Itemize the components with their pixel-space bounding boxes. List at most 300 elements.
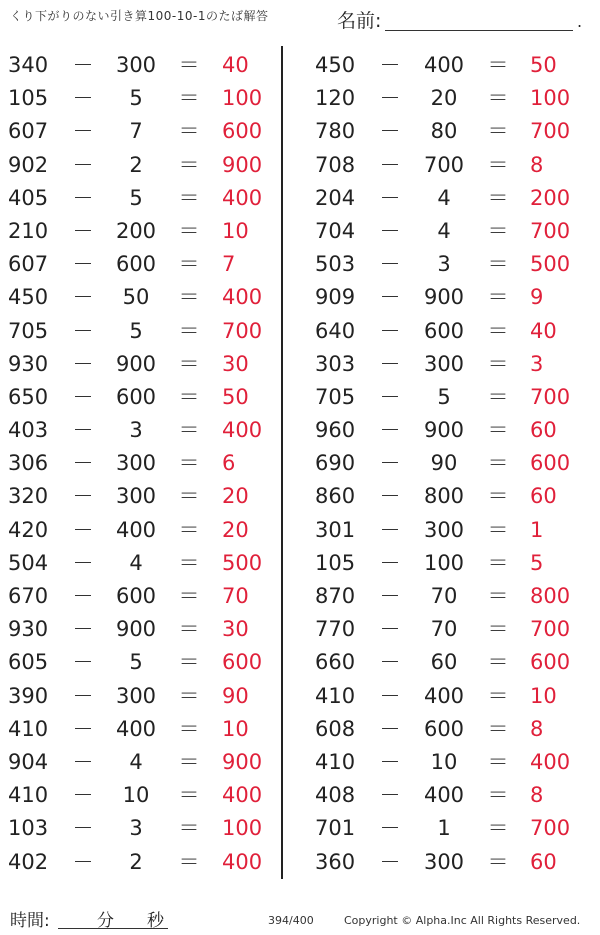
minus-sign: － [379,517,401,542]
minuend: 640 [315,318,356,343]
minuend: 704 [315,218,356,243]
minus-sign: － [379,550,401,575]
subtrahend: 3 [129,418,143,443]
subtrahend: 70 [430,617,458,642]
equals-sign: ＝ [487,749,509,774]
minus-sign: － [72,584,94,608]
problem-row [305,248,595,281]
minuend: 504 [8,550,49,575]
minuend: 410 [8,716,49,741]
minus-sign: － [72,816,94,841]
left-problem-column [0,49,281,879]
subtrahend: 1 [437,816,451,841]
subtrahend: 200 [115,218,157,243]
problem-row [305,115,595,148]
equals-sign: ＝ [178,318,200,343]
answer: 40 [222,53,249,77]
minuend: 902 [8,152,49,177]
minus-sign: － [72,185,94,210]
answer: 20 [222,517,249,542]
answer: 700 [530,384,571,409]
page-number: 394/400 [268,914,314,927]
problem-row [305,348,595,381]
problem-row [305,746,595,779]
minus-sign: － [379,749,401,774]
seconds-label: 秒 [147,911,164,931]
minuend: 204 [315,185,356,210]
problem-row [0,82,281,115]
subtrahend: 5 [129,185,143,210]
minus-sign: － [72,517,94,542]
answer: 10 [222,218,249,243]
equals-sign: ＝ [487,318,509,343]
minuend: 103 [8,816,49,841]
subtrahend: 5 [129,650,143,675]
minuend: 608 [315,716,356,741]
minuend: 390 [8,683,49,708]
equals-sign: ＝ [487,683,509,708]
answer: 100 [222,816,263,841]
subtrahend: 4 [437,218,451,243]
answer: 700 [530,218,571,243]
equals-sign: ＝ [487,584,509,608]
minus-sign: － [379,650,401,675]
minus-sign: － [72,749,94,774]
minuend: 705 [8,318,49,343]
answer: 400 [222,285,263,310]
minuend: 770 [315,617,356,642]
equals-sign: ＝ [487,783,509,808]
minuend: 660 [315,650,356,675]
minuend: 340 [8,53,49,77]
subtrahend: 3 [129,816,143,841]
equals-sign: ＝ [178,716,200,741]
minus-sign: － [379,285,401,310]
minus-sign: － [379,318,401,343]
minuend: 450 [315,53,356,77]
minus-sign: － [72,418,94,443]
answer: 10 [530,683,557,708]
equals-sign: ＝ [487,285,509,310]
answer: 60 [530,484,557,509]
minuend: 860 [315,484,356,509]
answer: 100 [530,86,571,111]
problem-row [0,49,281,82]
subtrahend: 5 [129,318,143,343]
answer: 40 [530,318,557,343]
answer: 700 [530,119,571,144]
equals-sign: ＝ [487,152,509,177]
answer: 50 [530,53,557,77]
minuend: 410 [315,749,356,774]
minus-sign: － [379,716,401,741]
minuend: 605 [8,650,49,675]
problem-row [305,613,595,646]
minus-sign: － [72,484,94,509]
equals-sign: ＝ [487,86,509,111]
equals-sign: ＝ [487,451,509,476]
minuend: 780 [315,119,356,144]
minuend: 607 [8,252,49,277]
problem-row [305,82,595,115]
answer: 700 [530,816,571,841]
subtrahend: 400 [423,683,465,708]
minuend: 402 [8,849,49,874]
equals-sign: ＝ [178,683,200,708]
problem-row [305,381,595,414]
subtrahend: 300 [423,849,465,874]
answer: 100 [222,86,263,111]
problem-row [0,547,281,580]
answer: 10 [222,716,249,741]
answer: 5 [530,550,544,575]
minuend: 410 [315,683,356,708]
problem-row [0,182,281,215]
subtrahend: 10 [122,783,150,808]
problem-row [0,414,281,447]
equals-sign: ＝ [178,617,200,642]
equals-sign: ＝ [487,384,509,409]
minus-sign: － [72,285,94,310]
minuend: 650 [8,384,49,409]
minus-sign: － [72,252,94,277]
minus-sign: － [72,119,94,144]
minus-sign: － [379,683,401,708]
equals-sign: ＝ [178,517,200,542]
answer: 900 [222,749,263,774]
answer: 70 [222,584,249,608]
answer: 200 [530,185,571,210]
equals-sign: ＝ [178,152,200,177]
problem-row [305,812,595,845]
minuend: 503 [315,252,356,277]
name-end-dot: . [577,12,583,31]
minus-sign: － [379,849,401,874]
problem-row [0,480,281,513]
answer: 9 [530,285,544,310]
minuend: 408 [315,783,356,808]
equals-sign: ＝ [487,550,509,575]
answer: 500 [530,252,571,277]
equals-sign: ＝ [487,418,509,443]
name-field [337,6,582,32]
minus-sign: － [379,218,401,243]
minus-sign: － [72,650,94,675]
minus-sign: － [72,152,94,177]
subtrahend: 300 [115,53,157,77]
minuend: 690 [315,451,356,476]
answer: 50 [222,384,249,409]
problem-row [305,713,595,746]
minuend: 930 [8,351,49,376]
problem-row [305,414,595,447]
equals-sign: ＝ [178,783,200,808]
subtrahend: 70 [430,584,458,608]
minus-sign: － [72,716,94,741]
equals-sign: ＝ [487,351,509,376]
answer: 800 [530,584,571,608]
answer: 900 [222,152,263,177]
subtrahend: 900 [115,351,157,376]
subtrahend: 5 [437,384,451,409]
problem-row [0,713,281,746]
subtrahend: 4 [129,749,143,774]
answer: 6 [222,451,236,476]
subtrahend: 80 [430,119,458,144]
equals-sign: ＝ [178,451,200,476]
copyright-notice: Copyright © Alpha.Inc All Rights Reserved. [344,914,581,927]
minus-sign: － [379,451,401,476]
problem-row [0,646,281,679]
minus-sign: － [72,617,94,642]
answer: 600 [530,451,571,476]
problem-row [305,315,595,348]
subtrahend: 600 [423,716,465,741]
problem-row [305,680,595,713]
subtrahend: 900 [423,418,465,443]
problem-row [0,447,281,480]
subtrahend: 900 [423,285,465,310]
minuend: 405 [8,185,49,210]
problem-row [0,115,281,148]
equals-sign: ＝ [178,252,200,277]
problem-row [0,149,281,182]
answer: 600 [222,650,263,675]
minuend: 403 [8,418,49,443]
equals-sign: ＝ [178,86,200,111]
subtrahend: 300 [423,351,465,376]
subtrahend: 50 [122,285,150,310]
minuend: 306 [8,451,49,476]
minus-sign: － [379,783,401,808]
subtrahend: 300 [115,484,157,509]
equals-sign: ＝ [487,185,509,210]
equals-sign: ＝ [178,816,200,841]
minus-sign: － [379,252,401,277]
subtrahend: 600 [423,318,465,343]
problem-row [305,49,595,82]
time-label: 時間: [10,911,50,931]
right-problem-column [305,49,595,879]
minus-sign: － [379,584,401,608]
minutes-label: 分 [97,911,114,931]
minus-sign: － [72,384,94,409]
answer: 700 [530,617,571,642]
subtrahend: 2 [129,849,143,874]
problem-row [0,779,281,812]
equals-sign: ＝ [487,517,509,542]
minus-sign: － [72,849,94,874]
equals-sign: ＝ [178,185,200,210]
subtrahend: 90 [430,451,458,476]
minuend: 105 [315,550,356,575]
subtrahend: 400 [115,716,157,741]
problem-row [0,514,281,547]
subtrahend: 300 [115,451,157,476]
minuend: 450 [8,285,49,310]
equals-sign: ＝ [178,285,200,310]
minus-sign: － [379,418,401,443]
equals-sign: ＝ [178,351,200,376]
name-label: 名前: [337,10,382,32]
minuend: 360 [315,849,356,874]
equals-sign: ＝ [178,384,200,409]
minus-sign: － [379,152,401,177]
equals-sign: ＝ [178,418,200,443]
minuend: 420 [8,517,49,542]
subtrahend: 4 [437,185,451,210]
equals-sign: ＝ [487,119,509,144]
minuend: 701 [315,816,356,841]
equals-sign: ＝ [178,53,200,77]
subtrahend: 2 [129,152,143,177]
answer: 400 [222,185,263,210]
subtrahend: 20 [430,86,458,111]
minus-sign: － [379,384,401,409]
minuend: 120 [315,86,356,111]
answer: 3 [530,351,544,376]
answer: 20 [222,484,249,509]
minus-sign: － [72,783,94,808]
minus-sign: － [72,451,94,476]
problem-row [305,646,595,679]
minus-sign: － [72,550,94,575]
answer: 400 [222,783,263,808]
equals-sign: ＝ [487,816,509,841]
problem-row [305,447,595,480]
answer: 600 [222,119,263,144]
answer: 1 [530,517,544,542]
problem-row [305,547,595,580]
equals-sign: ＝ [487,252,509,277]
equals-sign: ＝ [487,53,509,77]
minus-sign: － [379,53,401,77]
answer: 400 [530,749,571,774]
subtrahend: 900 [115,617,157,642]
subtrahend: 10 [430,749,458,774]
subtrahend: 4 [129,550,143,575]
minuend: 870 [315,584,356,608]
minuend: 303 [315,351,356,376]
subtrahend: 5 [129,86,143,111]
subtrahend: 400 [115,517,157,542]
minuend: 210 [8,218,49,243]
subtrahend: 60 [430,650,458,675]
equals-sign: ＝ [487,484,509,509]
subtrahend: 600 [115,384,157,409]
minus-sign: － [379,185,401,210]
problem-row [305,215,595,248]
minus-sign: － [379,484,401,509]
minuend: 410 [8,783,49,808]
answer: 400 [222,849,263,874]
problem-row [0,580,281,613]
minuend: 708 [315,152,356,177]
answer: 8 [530,152,544,177]
answer: 60 [530,418,557,443]
answer: 500 [222,550,263,575]
problem-row [0,613,281,646]
equals-sign: ＝ [487,650,509,675]
minuend: 930 [8,617,49,642]
problem-row [305,846,595,879]
subtrahend: 300 [423,517,465,542]
minus-sign: － [72,86,94,111]
minuend: 960 [315,418,356,443]
answer: 8 [530,783,544,808]
answer: 30 [222,351,249,376]
minuend: 607 [8,119,49,144]
subtrahend: 3 [437,252,451,277]
equals-sign: ＝ [487,849,509,874]
minus-sign: － [72,351,94,376]
subtrahend: 700 [423,152,465,177]
problem-row [0,315,281,348]
problem-row [0,746,281,779]
minuend: 909 [315,285,356,310]
minuend: 670 [8,584,49,608]
minuend: 705 [315,384,356,409]
equals-sign: ＝ [178,550,200,575]
minus-sign: － [72,218,94,243]
subtrahend: 600 [115,252,157,277]
problem-row [305,779,595,812]
minus-sign: － [379,86,401,111]
time-field [10,906,175,934]
worksheet-title: くり下がりのない引き算100-10-1のたば解答 [10,9,269,23]
problem-row [0,248,281,281]
minus-sign: － [72,683,94,708]
problem-row [0,215,281,248]
minuend: 301 [315,517,356,542]
answer: 90 [222,683,249,708]
minuend: 320 [8,484,49,509]
problem-row [305,514,595,547]
subtrahend: 600 [115,584,157,608]
minuend: 105 [8,86,49,111]
problem-row [305,182,595,215]
minus-sign: － [379,119,401,144]
subtrahend: 7 [129,119,143,144]
problem-row [0,348,281,381]
minus-sign: － [379,816,401,841]
problem-row [0,281,281,314]
answer: 8 [530,716,544,741]
subtrahend: 300 [115,683,157,708]
equals-sign: ＝ [178,484,200,509]
answer: 700 [222,318,263,343]
problem-row [0,812,281,845]
equals-sign: ＝ [178,849,200,874]
problem-row [0,680,281,713]
problem-row [305,149,595,182]
equals-sign: ＝ [178,584,200,608]
problem-row [305,281,595,314]
equals-sign: ＝ [487,716,509,741]
equals-sign: ＝ [178,650,200,675]
problem-row [0,381,281,414]
answer: 30 [222,617,249,642]
minuend: 904 [8,749,49,774]
equals-sign: ＝ [178,218,200,243]
equals-sign: ＝ [487,218,509,243]
answer: 600 [530,650,571,675]
equals-sign: ＝ [178,749,200,774]
answer: 400 [222,418,263,443]
subtrahend: 800 [423,484,465,509]
problem-row [305,580,595,613]
minus-sign: － [72,53,94,77]
